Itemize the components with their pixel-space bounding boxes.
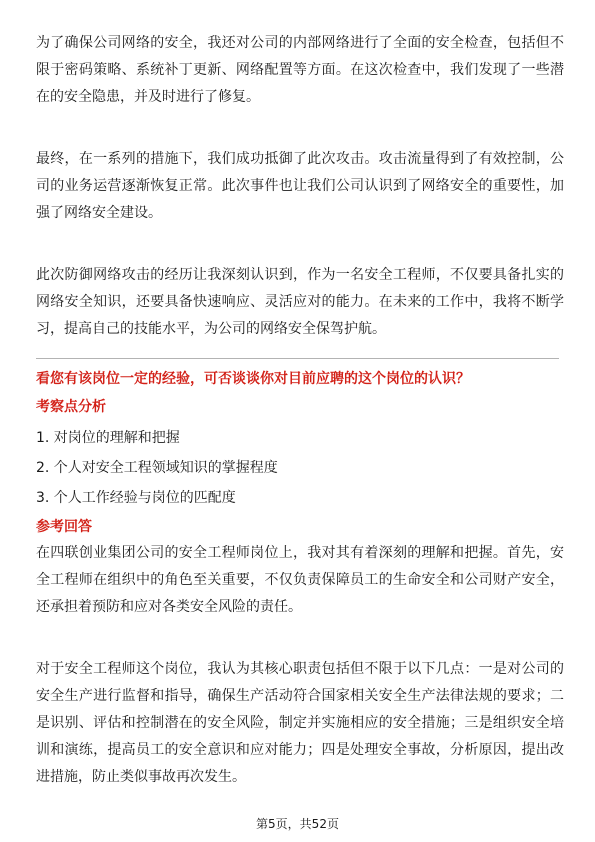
paragraph-attack-defended: 最终，在一系列的措施下，我们成功抵御了此次攻击。攻击流量得到了有效控制，公司的业务运营逐渐恢复正常。此次事件也让我们公司认识到了网络安全的重要性，加强了网络安全建设。	[36, 151, 564, 221]
answer-heading: 参考回答	[36, 519, 92, 535]
page-number: 第5页，共52页	[256, 817, 339, 831]
answer-paragraph-duties: 对于安全工程师这个岗位，我认为其核心职责包括但不限于以下几点：一是对公司的安全生产进行监督和指导，确保生产活动符合国家相关安全生产法律法规的要求；二是识别、评估和控制潜在的安全风险，制定并实施相应的安全措施；三是组织安全培训和演练，提高员工的安全意识和应对能力；四是处理安全事故，分析原因，提出改进措施，防止类似事故再次发生。	[36, 661, 564, 785]
analysis-points-list	[36, 423, 278, 513]
answer-paragraph-role: 在四联创业集团公司的安全工程师岗位上，我对其有着深刻的理解和把握。首先，安全工程师在组织中的角色至关重要，不仅负责保障员工的生命安全和公司财产安全，还承担着预防和应对各类安全风险的责任。	[36, 545, 564, 615]
analysis-point: 2. 个人对安全工程领域知识的掌握程度	[36, 460, 278, 476]
analysis-heading: 考察点分析	[36, 399, 106, 415]
analysis-point: 3. 个人工作经验与岗位的匹配度	[36, 490, 236, 506]
paragraph-network-inspection: 为了确保公司网络的安全，我还对公司的内部网络进行了全面的安全检查，包括但不限于密码策略、系统补丁更新、网络配置等方面。在这次检查中，我们发现了一些潜在的安全隐患，并及时进行了修复。	[36, 35, 564, 105]
analysis-point: 1. 对岗位的理解和把握	[36, 430, 180, 446]
interview-question: 看您有该岗位一定的经验，可否谈谈你对目前应聘的这个岗位的认识？	[36, 371, 470, 387]
section-divider	[36, 358, 559, 359]
paragraph-lessons-learned: 此次防御网络攻击的经历让我深刻认识到，作为一名安全工程师，不仅要具备扎实的网络安全知识，还要具备快速响应、灵活应对的能力。在未来的工作中，我将不断学习，提高自己的技能水平，为公司的网络安全保驾护航。	[36, 267, 564, 337]
